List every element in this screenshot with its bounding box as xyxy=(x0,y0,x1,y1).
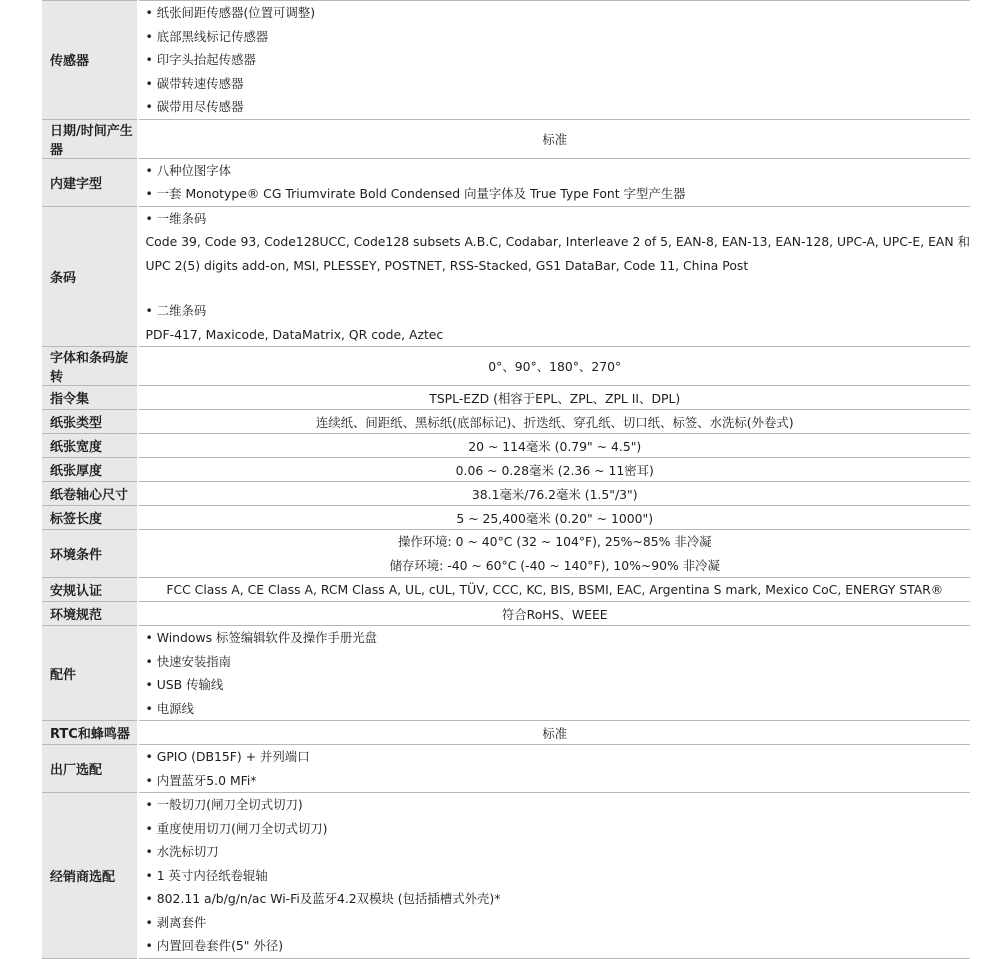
spec-row-label-length xyxy=(42,506,970,530)
list-item: • 802.11 a/b/g/n/ac Wi-Fi及蓝牙4.2双模块 (包括插槽式外壳)* xyxy=(145,887,970,911)
list-item: • 一维条码 xyxy=(145,207,970,231)
spec-row-core-size xyxy=(42,482,970,506)
spec-row-datetime xyxy=(42,119,970,158)
spec-label: 安规认证 xyxy=(42,578,138,602)
spec-label: 环境条件 xyxy=(42,530,138,578)
list-item: • 印字头抬起传感器 xyxy=(145,48,970,72)
spec-row-accessories xyxy=(42,626,970,721)
list-item: • GPIO (DB15F) + 并列端口 xyxy=(145,745,970,769)
spec-label: 纸张宽度 xyxy=(42,434,138,458)
barcode-list-1d-a: Code 39, Code 93, Code128UCC, Code128 subsets A.B.C, Codabar, Interleave 2 of 5, EAN-8, EAN-13, EAN-128, UPC-A, UPC-E, EAN 和 xyxy=(145,234,970,249)
spec-value xyxy=(138,530,970,578)
spec-row-certifications xyxy=(42,578,970,602)
spec-row-barcodes xyxy=(42,206,970,347)
spec-row-media-thickness xyxy=(42,458,970,482)
spec-value xyxy=(138,793,970,959)
spec-row-media-type xyxy=(42,410,970,434)
list-item: • 碳带用尽传感器 xyxy=(145,95,970,119)
storage-environment: 储存环境: -40 ~ 60°C (-40 ~ 140°F), 10%~90% 非冷凝 xyxy=(389,557,720,573)
spec-label: 标签长度 xyxy=(42,506,138,530)
spec-value: 符合RoHS、WEEE xyxy=(138,602,970,626)
spec-row-command-set xyxy=(42,386,970,410)
spec-value xyxy=(138,745,970,793)
spec-row-environment xyxy=(42,530,970,578)
spacer xyxy=(145,277,970,299)
spec-label: 出厂选配 xyxy=(42,745,138,793)
list-item: • 水洗标切刀 xyxy=(145,840,970,864)
list-item: • 纸张间距传感器(位置可调整) xyxy=(145,1,970,25)
list-item: • 碳带转速传感器 xyxy=(145,72,970,96)
spec-value xyxy=(138,1,970,120)
spec-row-rtc-buzzer xyxy=(42,721,970,745)
list-item: • 八种位图字体 xyxy=(145,159,970,183)
list-item: • 二维条码 xyxy=(145,299,970,323)
spec-label: 纸卷轴心尺寸 xyxy=(42,482,138,506)
spec-value xyxy=(138,626,970,721)
list-item: • USB 传输线 xyxy=(145,673,970,697)
spec-value xyxy=(138,158,970,206)
spec-value: 0.06 ~ 0.28毫米 (2.36 ~ 11密耳) xyxy=(138,458,970,482)
spec-label: 字体和条码旋转 xyxy=(42,347,138,386)
spec-value: 标准 xyxy=(138,119,970,158)
list-item: • 1 英寸内径纸卷辊轴 xyxy=(145,864,970,888)
spec-row-rotation xyxy=(42,347,970,386)
spec-row-env-compliance xyxy=(42,602,970,626)
barcode-list-1d-b: UPC 2(5) digits add-on, MSI, PLESSEY, POSTNET, RSS-Stacked, GS1 DataBar, Code 11, China Post xyxy=(145,257,749,273)
list-item: • 剥离套件 xyxy=(145,911,970,935)
list-item: • 内置回卷套件(5" 外径) xyxy=(145,934,970,958)
list-item: • 重度使用切刀(闸刀全切式切刀) xyxy=(145,817,970,841)
list-item: • 一套 Monotype® CG Triumvirate Bold Condensed 向量字体及 True Type Font 字型产生器 xyxy=(145,182,970,206)
spec-label: 环境规范 xyxy=(42,602,138,626)
list-item: • 电源线 xyxy=(145,697,970,721)
spec-label: 内建字型 xyxy=(42,158,138,206)
spec-label: 日期/时间产生器 xyxy=(42,119,138,158)
spec-value: 连续纸、间距纸、黑标纸(底部标记)、折迭纸、穿孔纸、切口纸、标签、水洗标(外卷式) xyxy=(138,410,970,434)
spec-value xyxy=(138,206,970,347)
list-item: • Windows 标签编辑软件及操作手册光盘 xyxy=(145,626,970,650)
spec-value: 标准 xyxy=(138,721,970,745)
spec-row-factory-options xyxy=(42,745,970,793)
spec-value: 20 ~ 114毫米 (0.79" ~ 4.5") xyxy=(138,434,970,458)
spec-label: 纸张类型 xyxy=(42,410,138,434)
spec-row-fonts xyxy=(42,158,970,206)
spec-label: 纸张厚度 xyxy=(42,458,138,482)
operating-environment: 操作环境: 0 ~ 40°C (32 ~ 104°F), 25%~85% 非冷凝 xyxy=(397,534,712,549)
spec-row-dealer-options xyxy=(42,793,970,959)
spec-value: FCC Class A, CE Class A, RCM Class A, UL, cUL, TÜV, CCC, KC, BIS, BSMI, EAC, Argentina S mark, Mexico CoC, ENERGY STAR® xyxy=(138,578,970,602)
spec-row-sensors xyxy=(42,1,970,120)
spec-value: 38.1毫米/76.2毫米 (1.5"/3") xyxy=(138,482,970,506)
list-item: • 一般切刀(闸刀全切式切刀) xyxy=(145,793,970,817)
barcode-list-2d: PDF-417, Maxicode, DataMatrix, QR code, Aztec xyxy=(145,326,444,342)
spec-value: 5 ~ 25,400毫米 (0.20" ~ 1000") xyxy=(138,506,970,530)
spec-label: RTC和蜂鸣器 xyxy=(42,721,138,745)
spec-table xyxy=(42,0,970,959)
list-item: • 底部黑线标记传感器 xyxy=(145,25,970,49)
list-item: • 内置蓝牙5.0 MFi* xyxy=(145,769,970,793)
spec-label: 指令集 xyxy=(42,386,138,410)
spec-value: TSPL-EZD (相容于EPL、ZPL、ZPL II、DPL) xyxy=(138,386,970,410)
spec-label: 条码 xyxy=(42,206,138,347)
spec-label: 传感器 xyxy=(42,1,138,120)
spec-row-media-width xyxy=(42,434,970,458)
spec-label: 配件 xyxy=(42,626,138,721)
list-item: • 快速安装指南 xyxy=(145,650,970,674)
spec-label: 经销商选配 xyxy=(42,793,138,959)
spec-value: 0°、90°、180°、270° xyxy=(138,347,970,386)
